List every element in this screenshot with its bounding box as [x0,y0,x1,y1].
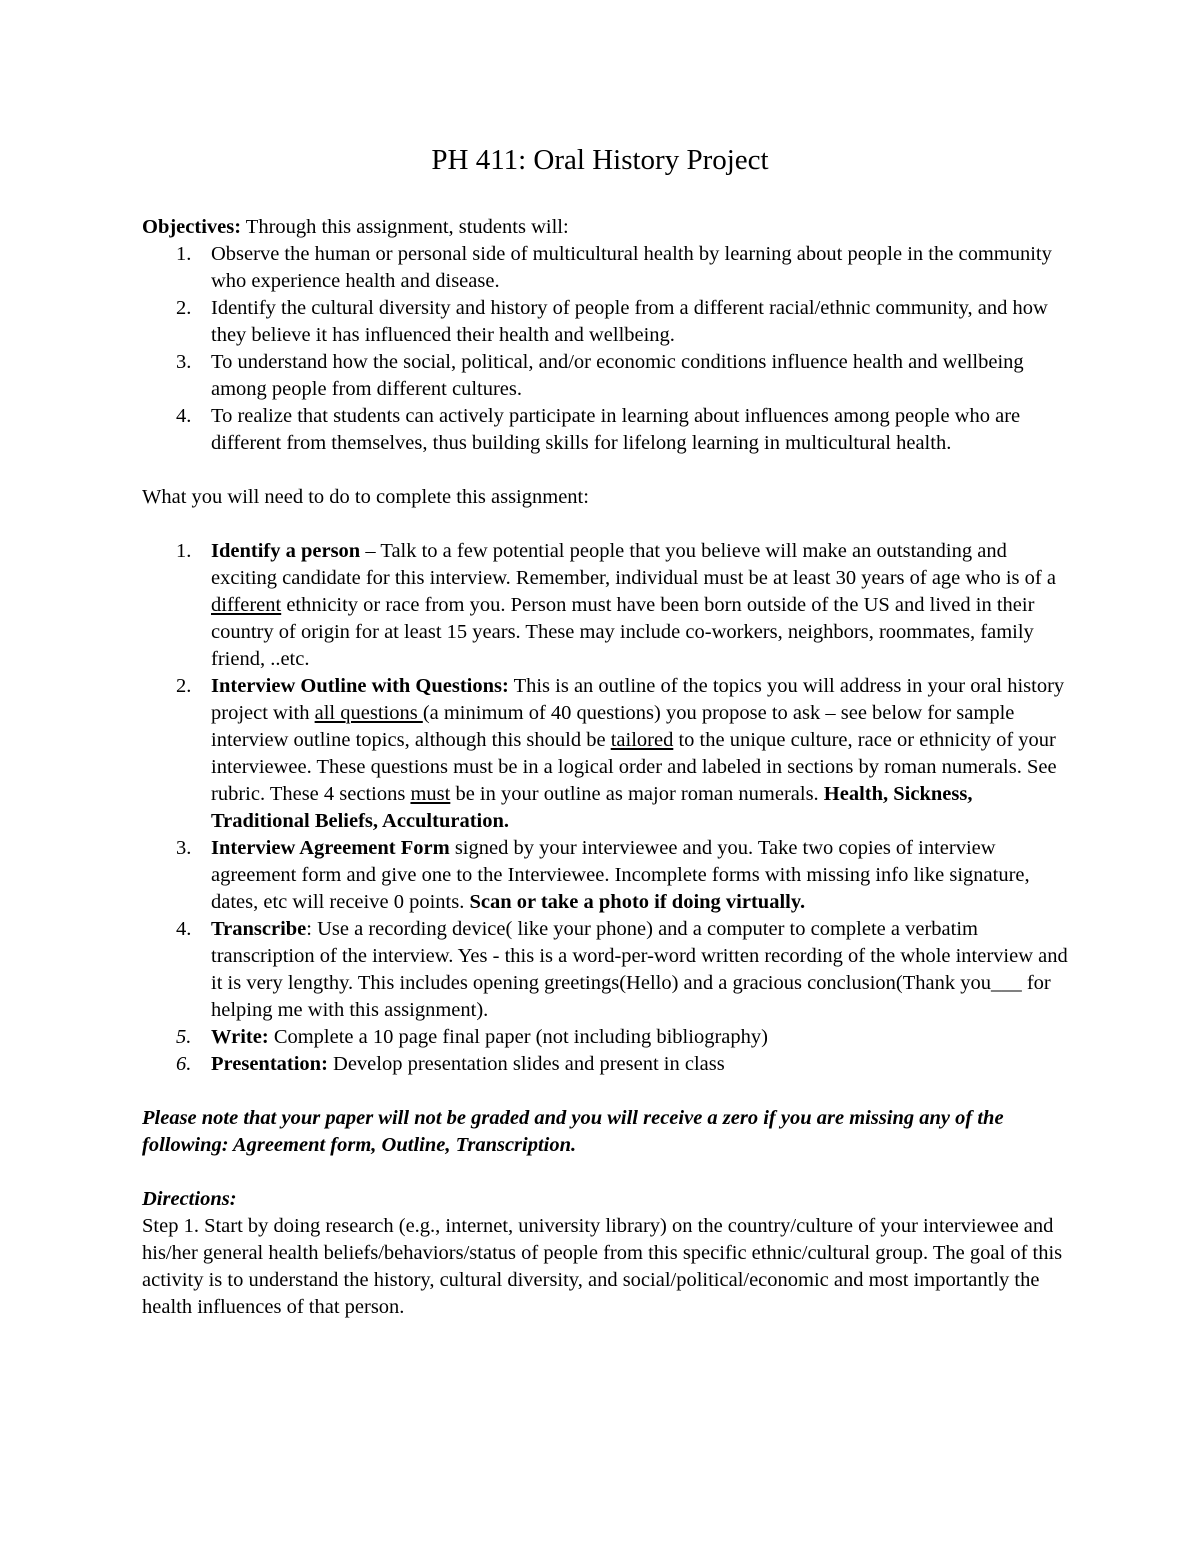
document-body [142,214,1072,1321]
underlined-text: different [211,594,282,616]
objective-item [142,349,1072,403]
need-heading: What you will need to do to complete this assignment: [142,486,589,508]
step-identify-person [142,538,1072,673]
step-text: ethnicity or race from you. Person must have been born outside of the US and lived in their country of origin for at least 15 years. These may include co-workers, neighbors, roommates, family friend, ..etc. [211,594,1035,670]
step-number: 3. [176,837,192,859]
step-transcribe [142,916,1072,1024]
underlined-text: all questions [314,702,423,724]
step-text: to the unique culture, race or ethnicity of your interviewee. These questions must be in a logical order and labeled in sections by roman numerals. See rubric. These 4 sections [211,729,1057,805]
step-presentation [142,1051,1072,1078]
step-text: signed by your interviewee and you. Take two copies of interview agreement form and give one to the Interviewee. Incomplete forms with missing info like signature, dates, etc will receive 0 points. [211,837,1030,913]
step-text: Develop presentation slides and present in class [327,1053,725,1075]
steps-list [142,538,1072,1078]
step-text: be in your outline as major roman numerals. [450,783,824,805]
step-heading: Interview Outline with Questions: [211,675,509,697]
objective-number: 1. [176,243,192,265]
step-heading: Transcribe [211,918,307,940]
step-text: (a minimum of 40 questions) you propose to ask – see below for sample interview outline topics, although this should be [211,702,1015,751]
objective-text: Identify the cultural diversity and history of people from a different racial/ethnic community, and how they believe it has influenced their health and wellbeing. [211,297,1048,346]
step-text: Complete a 10 page final paper (not including bibliography) [268,1026,768,1048]
document-title: PH 411: Oral History Project [431,144,769,176]
step-agreement-form [142,835,1072,916]
step-heading: Write: [211,1026,269,1048]
step-write [142,1024,1072,1051]
objective-number: 2. [176,297,192,319]
directions-step-1: Step 1. Start by doing research (e.g., internet, university library) on the country/culture of your interviewee and his/her general health beliefs/behaviors/status of people from this specific ethnic/cultural group. The goal of this activity is to understand the history, cultural diversity, and social/political/economic and most importantly the health influences of that person. [142,1215,1063,1318]
objectives-intro [142,214,1072,241]
step-text: – Talk to a few potential people that you believe will make an outstanding and exciting candidate for this interview. Remember, individual must be at least 30 years of age who is of a [211,540,1056,589]
step-number: 2. [176,675,192,697]
objective-item [142,241,1072,295]
objectives-intro-text: Through this assignment, students will: [241,216,569,238]
objective-text: To understand how the social, political, and/or economic conditions influence health and wellbeing among people from different cultures. [211,351,1024,400]
directions-label: Directions: [142,1188,237,1210]
objectives-list [142,241,1072,457]
step-number: 6. [176,1053,192,1075]
step-interview-outline [142,673,1072,835]
directions-heading [142,1186,1072,1213]
step-text: : Use a recording device( like your phone) and a computer to complete a verbatim transcription of the interview. Yes - this is a word-per-word written recording of the whole interview and it is very lengthy. This includes opening greetings(Hello) and a gracious conclusion(Thank you___ for helping me with this assignment). [211,918,1068,1021]
step-heading: Interview Agreement Form [211,837,450,859]
grading-note: Please note that your paper will not be graded and you will receive a zero if you are missing any of the following: Agreement form, Outline, Transcription. [142,1107,1004,1156]
objective-text: To realize that students can actively participate in learning about influences among people who are different from themselves, thus building skills for lifelong learning in multicultural health. [211,405,1021,454]
underlined-text: must [410,783,451,805]
step-text: This is an outline of the topics you will address in your oral history project with [211,675,1065,724]
step-heading: Identify a person [211,540,361,562]
step-heading: Presentation: [211,1053,328,1075]
step-number: 4. [176,918,192,940]
required-sections: Health, Sickness, Traditional Beliefs, Acculturation. [211,783,973,832]
step-number: 5. [176,1026,192,1048]
objective-number: 4. [176,405,192,427]
step-emphasis: Scan or take a photo if doing virtually. [469,891,806,913]
objective-text: Observe the human or personal side of multicultural health by learning about people in the community who experience health and disease. [211,243,1052,292]
objectives-label: Objectives: [142,216,242,238]
step-number: 1. [176,540,192,562]
objective-number: 3. [176,351,192,373]
objective-item [142,295,1072,349]
objective-item [142,403,1072,457]
underlined-text: tailored [610,729,674,751]
